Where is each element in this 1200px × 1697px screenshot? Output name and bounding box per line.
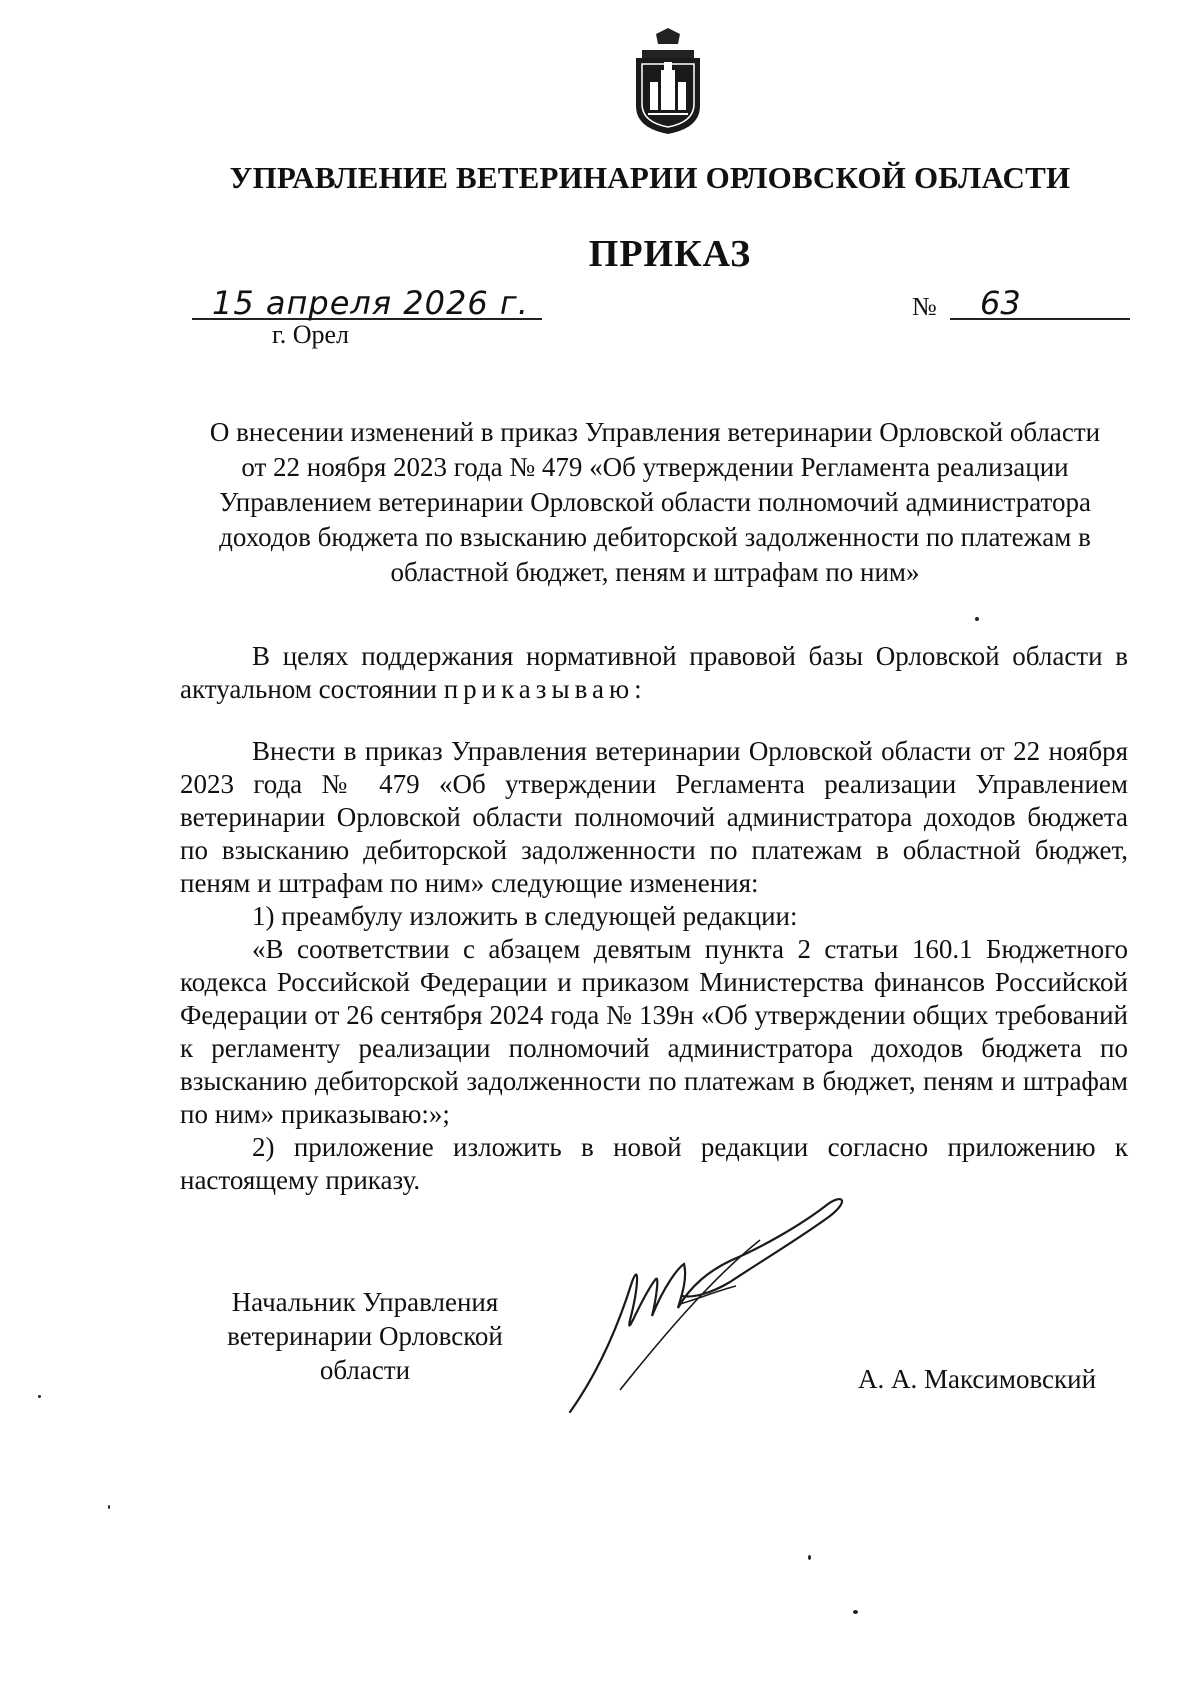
body-paragraph-3: «В соответствии с абзацем девятым пункта 2 статьи 160.1 Бюджетного кодекса Российской Федерации и приказом Министерства финансов Российской Федерации от 26 сентября 2024 года № 139н «Об утверждении общих требований к регламенту реализации полномочий администратора доходов бюджета по взысканию дебиторской задолженности по платежам в бюджет, пеням и штрафам по ним» приказываю:»;	[180, 934, 1128, 1129]
handwritten-number: 63	[980, 284, 1021, 322]
document-subject	[180, 415, 1130, 590]
number-sign: №	[912, 292, 937, 321]
signatory-title-line: ветеринарии Орловской	[227, 1321, 503, 1351]
order-keyword: приказываю:	[443, 674, 647, 704]
scan-speck	[853, 1610, 858, 1614]
subject-line: Управлением ветеринарии Орловской области полномочий администратора	[219, 487, 1091, 517]
scan-speck	[108, 1505, 110, 1509]
city: г. Орел	[272, 320, 350, 349]
intro-paragraph	[180, 640, 1128, 706]
body-paragraph-1: Внести в приказ Управления ветеринарии Орловской области от 22 ноября 2023 года № 479 «Об утверждении Регламента реализации Управлением ветеринарии Орловской области полномочий администратора доходов бюджета по взысканию дебиторской задолженности по платежам в областной бюджет, пеням и штрафам по ним» следующие изменения:	[180, 736, 1128, 898]
handwritten-date: 15 апреля 2026 г.	[212, 284, 529, 322]
subject-line: доходов бюджета по взысканию дебиторской задолженности по платежам в	[219, 522, 1091, 552]
signatory-name: А. А. Максимовский	[858, 1364, 1097, 1394]
signatory-title	[200, 1285, 530, 1387]
body-paragraph-2: 1) преамбулу изложить в следующей редакции:	[252, 901, 798, 931]
subject-line: областной бюджет, пеням и штрафам по ним»	[390, 557, 920, 587]
scan-speck	[38, 1395, 41, 1398]
order-body	[180, 735, 1128, 1197]
intro-text: В целях поддержания нормативной правовой базы Орловской области в актуальном состоянии	[180, 641, 1128, 704]
organization-name: УПРАВЛЕНИЕ ВЕТЕРИНАРИИ ОРЛОВСКОЙ ОБЛАСТИ	[229, 160, 1071, 195]
signatory-title-line: области	[319, 1355, 411, 1385]
document-type: ПРИКАЗ	[588, 233, 752, 275]
subject-line: от 22 ноября 2023 года № 479 «Об утверждении Регламента реализации	[241, 452, 1069, 482]
body-paragraph-4: 2) приложение изложить в новой редакции согласно приложению к настоящему приказу.	[180, 1132, 1128, 1195]
scan-speck	[808, 1555, 811, 1560]
subject-line: О внесении изменений в приказ Управления ветеринарии Орловской области	[209, 417, 1101, 447]
scan-speck	[975, 617, 979, 621]
number-underline	[950, 288, 1130, 320]
signatory-title-line: Начальник Управления	[231, 1287, 499, 1317]
signature-icon	[560, 1190, 890, 1420]
coat-of-arms-icon	[628, 28, 708, 136]
